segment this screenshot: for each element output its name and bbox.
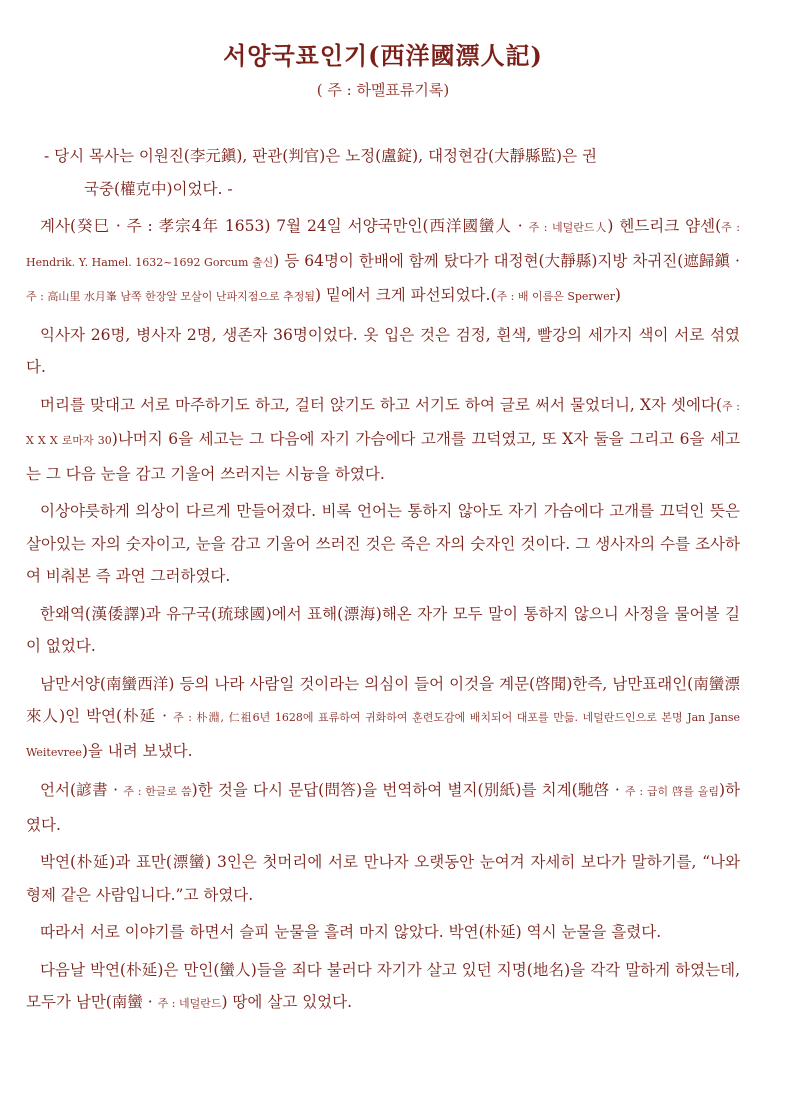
paragraph-text: ) [614,286,621,304]
paragraph [26,210,740,314]
paragraph [26,319,740,384]
page-title: 서양국표인기(西洋國漂人記) [223,41,543,70]
annotation-note: 주 : Hendrik. Y. Hamel. 1632~1692 Gorcum 출신 [26,221,740,269]
annotation-note: 주 : 한글로 씀 [123,785,192,798]
paragraph-text: 남만서양(南蠻西洋) 등의 나라 사람일 것이라는 의심이 들어 이것을 계문(啓聞)한즉, 남만표래인(南蠻漂來人)인 박연(朴延 · [26,674,740,725]
paragraph-line: 국중(權克中)이었다. - [84,179,233,198]
paragraph-line: - 당시 목사는 이원진(李元鎭), 판관(判官)은 노정(盧錠), 대정현감(大靜縣監)은 권 [44,147,597,165]
paragraph [26,495,740,593]
paragraph-text: ) 땅에 살고 있었다. [221,993,353,1011]
paragraph-text: 한왜역(漢倭譯)과 유구국(琉球國)에서 표해(漂海)해온 자가 모두 말이 통하지 않으니 사정을 물어볼 길이 없었다. [26,604,740,655]
paragraph [26,668,740,770]
paragraph-text: 익사자 26명, 병사자 2명, 생존자 36명이었다. 옷 입은 것은 검정, 흰색, 빨강의 세가지 색이 서로 섞였다. [26,325,740,376]
paragraph-text: ) 밑에서 크게 파선되었다.( [314,286,497,304]
paragraph [26,954,740,1021]
paragraph-text: ) 헨드리크 얌센( [607,217,722,235]
document-body [26,140,740,1021]
paragraph [26,846,740,911]
page-subtitle: ( 주 : 하멜표류기록) [316,81,450,99]
paragraph-text: 머리를 맞대고 서로 마주하기도 하고, 걸터 앉기도 하고 서기도 하여 글로 써서 물었더니, X자 셋에다( [40,395,722,414]
paragraph [26,774,740,841]
paragraph-text: 따라서 서로 이야기를 하면서 슬피 눈물을 흘려 마지 않았다. 박연(朴延) 역시 눈물을 흘렸다. [40,923,662,941]
paragraph [26,140,740,205]
annotation-note: 주 : 네덜란드人 [528,221,608,234]
paragraph-text: )한 것을 다시 문답(問答)을 번역하여 별지(別紙)를 치계(馳啓 · [191,781,625,799]
paragraph-text: )하였다. [26,781,741,834]
paragraph [26,916,740,949]
annotation-note: 주 : 高山里 水月峯 남쪽 한장알 모살이 난파지점으로 추정됨 [26,290,315,303]
paragraph-text: )나머지 6을 세고는 그 다음에 자기 가슴에다 고개를 끄덕였고, 또 X자 둘을 그리고 6을 세고는 그 다음 눈을 감고 기울어 쓰러지는 시늉을 하였다. [26,430,740,483]
paragraph-text: 계사(癸巳 · 주 : 孝宗4年 1653) 7월 24일 서양국만인(西洋國蠻人 · [40,217,529,235]
paragraph-text: 박연(朴延)과 표만(漂蠻) 3인은 첫머리에 서로 만나자 오랫동안 눈여겨 자세히 보다가 말하기를, “나와 형제 같은 사람입니다.”고 하였다. [26,853,740,904]
paragraph-text: 이상야릇하게 의상이 다르게 만들어졌다. 비록 언어는 통하지 않아도 자기 가슴에다 고개를 끄덕인 뜻은 살아있는 자의 숫자이고, 눈을 감고 기울어 쓰러진 것은 죽은 자의 숫자인 것이다. 그 생사자의 수를 조사하여 비춰본 즉 과연 그러하였다. [26,502,740,585]
annotation-note: 주 : 네덜란드 [157,997,222,1010]
paragraph [26,389,740,491]
paragraph-text: )을 내려 보냈다. [81,741,193,760]
paragraph-text: ) 등 64명이 한배에 함께 탔다가 대정현(大靜縣)지방 차귀진(遮歸鎭 · [273,251,740,270]
paragraph-text: 언서(諺書 · [40,781,124,799]
annotation-note: 주 : 급히 啓를 올림 [624,785,719,798]
paragraph-text: 다음날 박연(朴延)은 만인(蠻人)들을 죄다 불러다 자기가 살고 있던 지명(地名)을 각각 말하게 하였는데, 모두가 남만(南蠻 · [26,960,740,1011]
annotation-note: 주 : X X X 로마자 30 [26,399,740,447]
paragraph [26,598,740,663]
annotation-note: 주 : 朴淵, 仁祖6년 1628에 표류하여 귀화하여 훈련도감에 배치되어 대포를 만듦. 네덜란드인으로 본명 Jan Janse Weitevree [26,711,740,759]
annotation-note: 주 : 배 이름은 Sperwer [496,290,615,303]
